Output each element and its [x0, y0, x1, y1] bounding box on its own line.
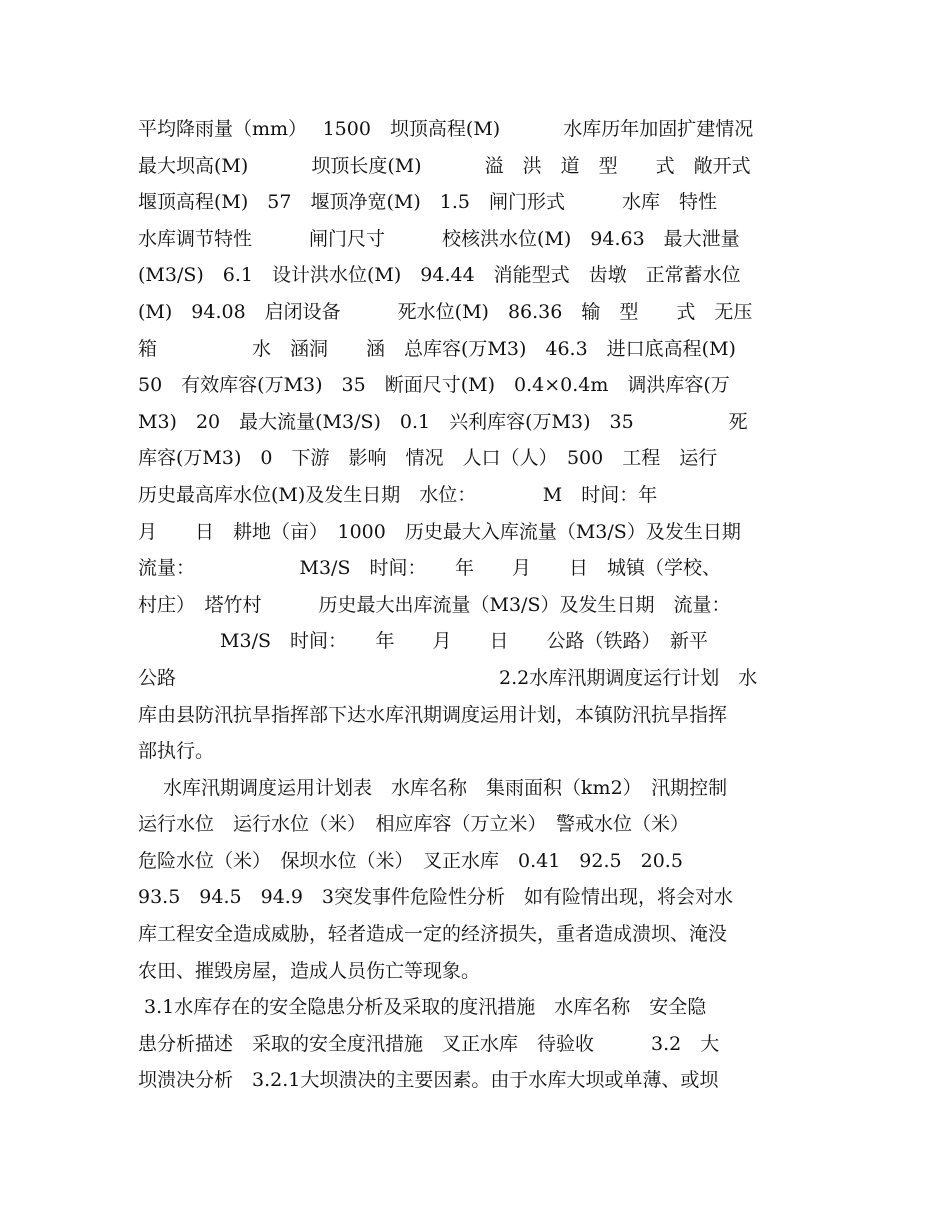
text-line: 库工程安全造成威胁，轻者造成一定的经济损失，重者造成溃坝、淹没 [138, 923, 728, 946]
text-line: 最大坝高(M) 坝顶长度(M) 溢 洪 道 型 式 敞开式 [138, 154, 751, 177]
text-line: 村庄） 塔竹村 历史最大出库流量（M3/S）及发生日期 流量： [138, 593, 731, 616]
text-line: 水库汛期调度运用计划表 水库名称 集雨面积（km2） 汛期控制 [138, 776, 728, 799]
text-line: (M3/S) 6.1 设计洪水位(M) 94.44 消能型式 齿墩 正常蓄水位 [138, 264, 741, 287]
text-line: 月 日 耕地（亩） 1000 历史最大入库流量（M3/S）及发生日期 [138, 520, 741, 543]
text-line: 历史最高库水位(M)及发生日期 水位： M 时间：年 [138, 483, 658, 506]
text-line: 患分析描述 采取的安全度汛措施 叉正水库 待验收 3.2 大 [138, 1032, 720, 1055]
text-line: 库由县防汛抗旱指挥部下达水库汛期调度运用计划，本镇防汛抗旱指挥 [138, 703, 728, 726]
text-line: 运行水位 运行水位（米） 相应库容（万立米） 警戒水位（米） [138, 813, 690, 836]
text-line: 坝溃决分析 3.2.1大坝溃决的主要因素。由于水库大坝或单薄、或坝 [138, 1069, 719, 1092]
text-line: (M) 94.08 启闭设备 死水位(M) 86.36 输 型 式 无压 [138, 300, 753, 323]
text-line: 堰顶高程(M) 57 堰顶净宽(M) 1.5 闸门形式 水库 特性 [138, 191, 717, 214]
text-line: 流量： M3/S 时间： 年 月 日 城镇（学校、 [138, 557, 721, 580]
text-line: 50 有效库容(万M3) 35 断面尺寸(M) 0.4×0.4m 调洪库容(万 [138, 374, 730, 397]
text-line: M3/S 时间： 年 月 日 公路（铁路） 新平 [138, 630, 709, 653]
text-line: M3) 20 最大流量(M3/S) 0.1 兴利库容(万M3) 35 死 [138, 410, 748, 433]
text-line: 库容(万M3) 0 下游 影响 情况 人口（人） 500 工程 运行 [138, 447, 718, 470]
text-line: 93.5 94.5 94.9 3突发事件危险性分析 如有险情出现，将会对水 [138, 886, 734, 909]
text-line: 部执行。 [138, 740, 215, 763]
text-line: 农田、摧毁房屋，造成人员伤亡等现象。 [138, 959, 481, 982]
text-line: 箱 水 涵洞 涵 总库容(万M3) 46.3 进口底高程(M) [138, 337, 736, 360]
body-text [138, 111, 818, 1099]
text-line: 公路 2.2水库汛期调度运行计划 水 [138, 666, 758, 689]
text-line: 3.1水库存在的安全隐患分析及采取的度汛措施 水库名称 安全隐 [138, 996, 707, 1019]
text-line: 平均降雨量（mm） 1500 坝顶高程(M) 水库历年加固扩建情况 [138, 118, 754, 140]
text-line: 危险水位（米） 保坝水位（米） 叉正水库 0.41 92.5 20.5 [138, 849, 683, 872]
text-line: 水库调节特性 闸门尺寸 校核洪水位(M) 94.63 最大泄量 [138, 227, 740, 250]
